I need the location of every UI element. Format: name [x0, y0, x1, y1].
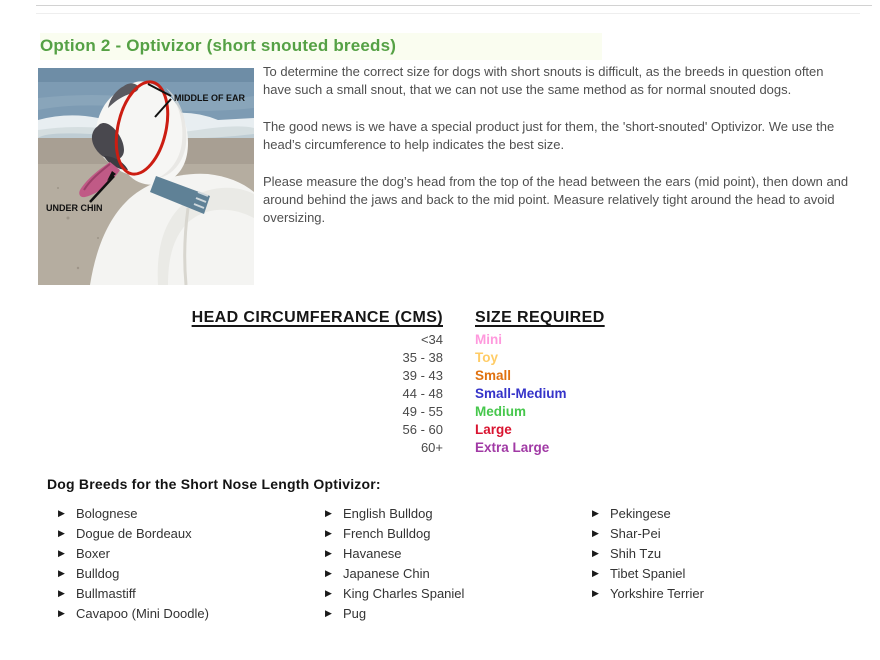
table-row [0, 367, 880, 385]
image-label-middle-of-ear: MIDDLE OF EAR [174, 93, 245, 103]
triangle-bullet-icon: ▶ [592, 547, 599, 558]
dog-measurement-image [38, 68, 254, 285]
head-circumference-value: 60+ [420, 440, 443, 455]
triangle-bullet-icon: ▶ [58, 527, 65, 538]
breeds-section-title: Dog Breeds for the Short Nose Length Optivizor: [47, 476, 381, 492]
breed-name: English Bulldog [343, 505, 433, 521]
paragraph-measuring-instructions: Please measure the dog’s head from the top of the head between the ears (mid point), then down and around behind the jaws and back to the mid point. Measure relatively tight around the head to avoid oversizing. [263, 174, 849, 225]
paragraph-sizing-difficulty: To determine the correct size for dogs with short snouts is difficult, as the breeds in question often have such a small snout, that we can not use the same method as for normal snouted dogs. [263, 64, 824, 97]
list-item [325, 563, 592, 583]
triangle-bullet-icon: ▶ [325, 567, 332, 578]
head-circumference-value: 49 - 55 [402, 404, 443, 419]
head-circumference-value: 35 - 38 [402, 350, 443, 365]
intro-paragraphs [263, 63, 855, 246]
list-item [592, 523, 872, 543]
triangle-bullet-icon: ▶ [58, 567, 65, 578]
breed-name: Pug [343, 605, 367, 621]
head-circumference-value: <34 [420, 332, 443, 347]
triangle-bullet-icon: ▶ [325, 507, 332, 518]
head-circumference-header: HEAD CIRCUMFERANCE (CMS) [191, 309, 443, 326]
top-divider [36, 5, 872, 6]
size-label: Large [475, 422, 512, 437]
table-row [0, 403, 880, 421]
list-item [58, 583, 325, 603]
triangle-bullet-icon: ▶ [325, 607, 332, 618]
list-item [325, 543, 592, 563]
triangle-bullet-icon: ▶ [58, 607, 65, 618]
breed-name: Boxer [76, 545, 110, 561]
triangle-bullet-icon: ▶ [58, 587, 65, 598]
breed-name: Yorkshire Terrier [610, 585, 704, 601]
triangle-bullet-icon: ▶ [325, 527, 332, 538]
breed-name: Shar-Pei [610, 525, 661, 541]
image-label-under-chin: UNDER CHIN [46, 203, 103, 213]
breed-name: Japanese Chin [343, 565, 430, 581]
breed-name: King Charles Spaniel [343, 585, 465, 601]
size-label: Toy [475, 350, 498, 365]
triangle-bullet-icon: ▶ [592, 587, 599, 598]
head-circumference-value: 39 - 43 [402, 368, 443, 383]
list-item [592, 563, 872, 583]
size-label: Small-Medium [475, 386, 567, 401]
head-circumference-value: 56 - 60 [402, 422, 443, 437]
list-item [58, 603, 325, 623]
triangle-bullet-icon: ▶ [592, 507, 599, 518]
breed-name: Havanese [343, 545, 402, 561]
list-item [58, 523, 325, 543]
triangle-bullet-icon: ▶ [58, 507, 65, 518]
breed-name: Cavapoo (Mini Doodle) [76, 605, 209, 621]
list-item [325, 503, 592, 523]
breed-name: Bolognese [76, 505, 138, 521]
breeds-column-2 [325, 503, 592, 623]
top-divider-secondary [36, 13, 860, 14]
breed-name: Bullmastiff [76, 585, 136, 601]
size-table-header [0, 309, 880, 327]
list-item [58, 543, 325, 563]
head-circumference-value: 44 - 48 [402, 386, 443, 401]
list-item [325, 603, 592, 623]
table-row [0, 331, 880, 349]
breed-name: Bulldog [76, 565, 120, 581]
list-item [592, 583, 872, 603]
table-row [0, 421, 880, 439]
list-item [592, 543, 872, 563]
table-row [0, 349, 880, 367]
triangle-bullet-icon: ▶ [325, 547, 332, 558]
size-label: Extra Large [475, 440, 550, 455]
size-table [0, 309, 880, 457]
size-required-header: SIZE REQUIRED [475, 309, 605, 326]
paragraph-good-news: The good news is we have a special product just for them, the 'short-snouted' Optivizor. We use the head’s circumference to help indicates the best size. [263, 119, 835, 152]
list-item [325, 583, 592, 603]
breeds-column-3 [592, 503, 872, 623]
list-item [592, 503, 872, 523]
triangle-bullet-icon: ▶ [592, 567, 599, 578]
breed-name: Shih Tzu [610, 545, 662, 561]
table-row [0, 439, 880, 457]
breed-name: Dogue de Bordeaux [76, 525, 192, 541]
list-item [58, 503, 325, 523]
page-title: Option 2 - Optivizor (short snouted breeds) [40, 33, 602, 60]
breeds-column-1 [58, 503, 325, 623]
breeds-columns [58, 503, 872, 623]
list-item [325, 523, 592, 543]
triangle-bullet-icon: ▶ [58, 547, 65, 558]
list-item [58, 563, 325, 583]
size-label: Small [475, 368, 512, 383]
size-label: Medium [475, 404, 527, 419]
breed-name: Pekingese [610, 505, 671, 521]
breed-name: Tibet Spaniel [610, 565, 686, 581]
table-row [0, 385, 880, 403]
size-label: Mini [475, 332, 502, 347]
triangle-bullet-icon: ▶ [325, 587, 332, 598]
breed-name: French Bulldog [343, 525, 431, 541]
triangle-bullet-icon: ▶ [592, 527, 599, 538]
dog-beach-illustration [38, 68, 254, 285]
